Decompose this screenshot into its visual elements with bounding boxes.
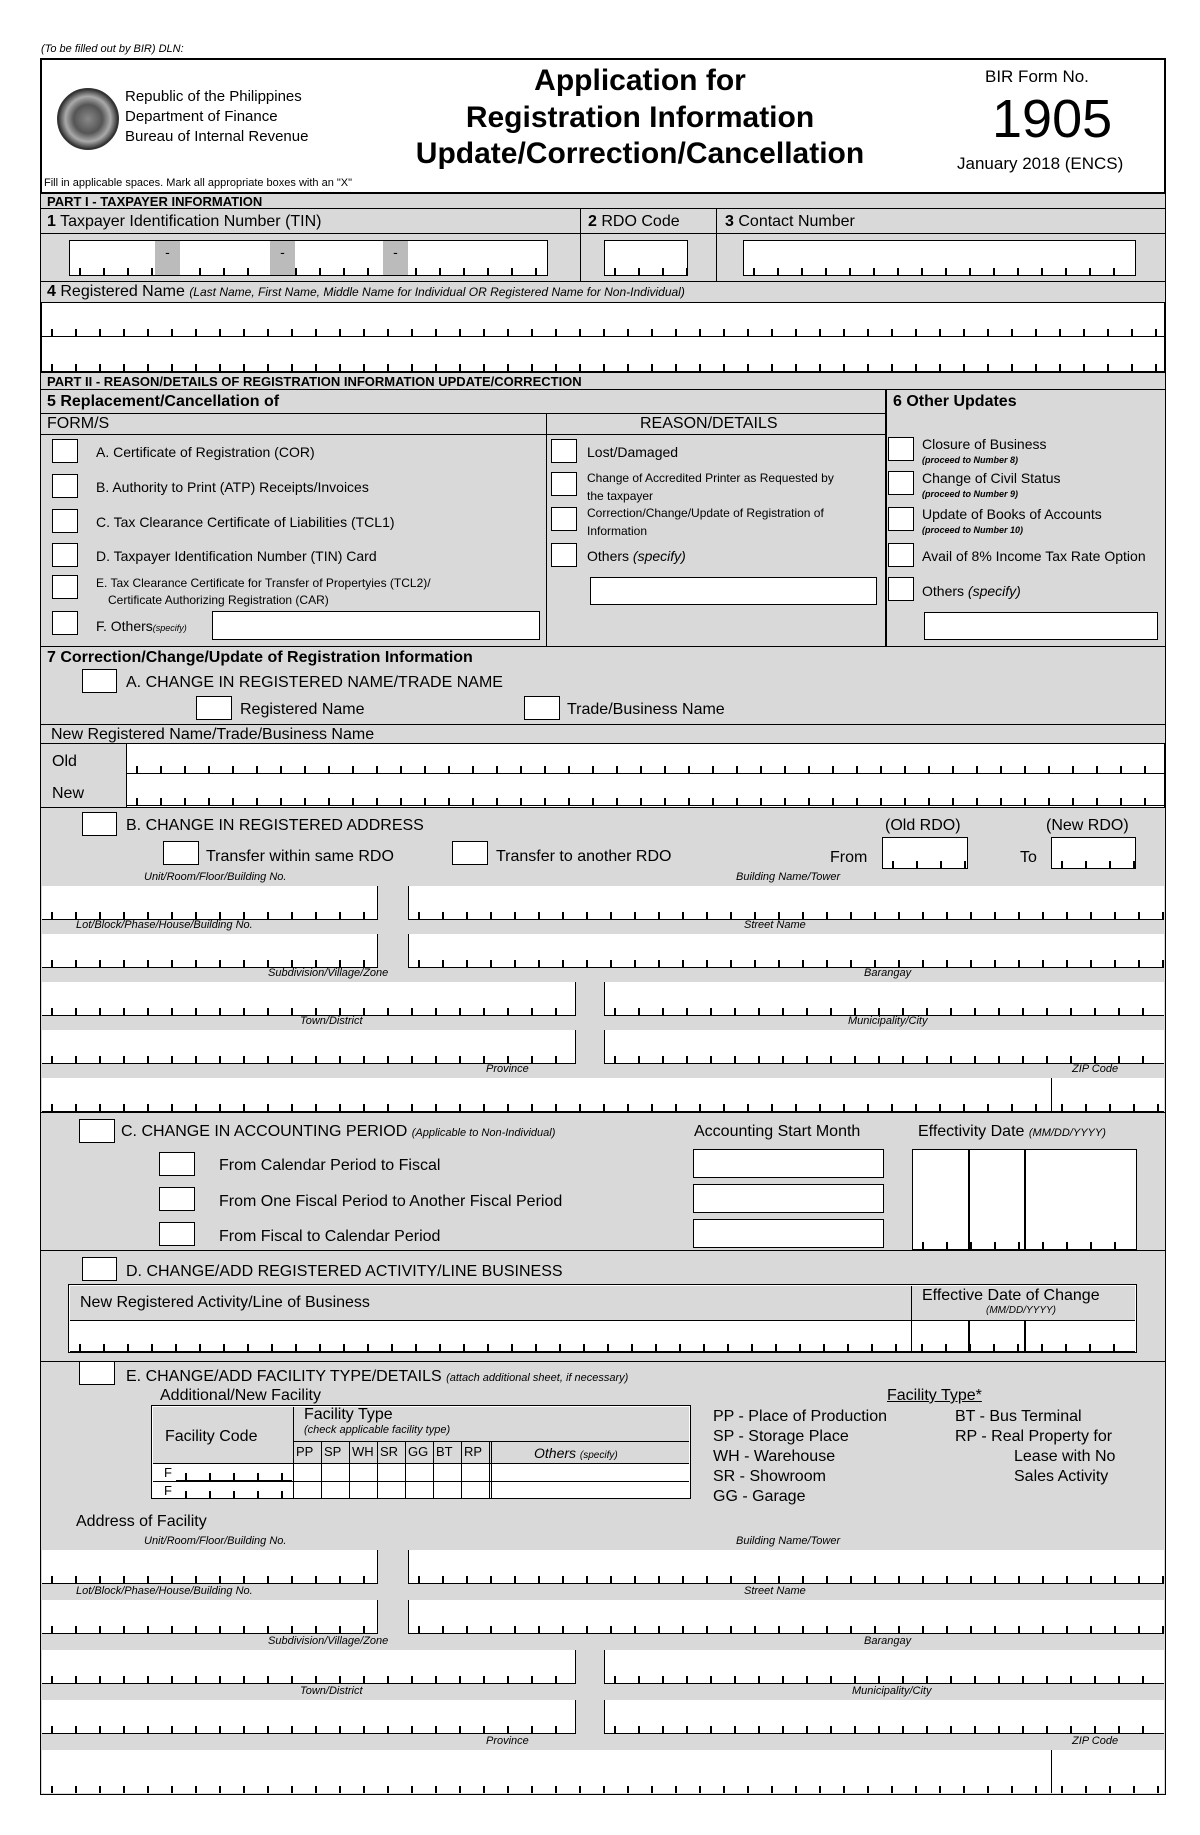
fiscal-to-fiscal-checkbox[interactable] [159, 1187, 195, 1211]
tcl1-checkbox[interactable] [52, 509, 78, 533]
form-title-2: Registration Information [465, 101, 815, 134]
cal-to-fiscal-label: From Calendar Period to Fiscal [219, 1157, 441, 1174]
barangay-input[interactable] [604, 982, 1164, 1016]
closure-note: (proceed to Number 8) [922, 455, 1019, 465]
facility-col-rp: RP [464, 1444, 483, 1459]
legend-gg: GG - Garage [713, 1488, 806, 1505]
reason-others-input[interactable] [590, 577, 877, 605]
legend-rp-2: Lease with No [1014, 1448, 1116, 1465]
rdo-label: RDO Code [601, 213, 680, 230]
subdivision-input[interactable] [42, 982, 576, 1016]
change-name-label: A. CHANGE IN REGISTERED NAME/TRADE NAME [126, 674, 503, 691]
civil-status-checkbox[interactable] [888, 471, 914, 495]
tin-label: Taxpayer Identification Number (TIN) [60, 213, 322, 230]
lot-caption: Lot/Block/Phase/House/Building No. [76, 919, 253, 931]
fac-muni-caption: Municipality/City [852, 1685, 932, 1697]
facility-type-cell-wh[interactable] [350, 1464, 376, 1480]
reason-others-label: Others [587, 548, 630, 564]
facility-type-cell-rp[interactable] [462, 1482, 488, 1498]
municipality-input[interactable] [604, 1030, 1164, 1064]
tin-dash-1: - [155, 241, 180, 275]
prov-caption: Province [486, 1063, 529, 1075]
facility-type-cell-bt[interactable] [434, 1482, 460, 1498]
fac-lot-input[interactable] [42, 1600, 378, 1634]
fac-prov-caption: Province [486, 1735, 529, 1747]
fac-province-input[interactable] [42, 1750, 1052, 1793]
facility-legend-title: Facility Type* [887, 1387, 982, 1404]
tin-dash-2: - [270, 241, 295, 275]
agency-line-2: Department of Finance [125, 108, 278, 125]
start-month-input-2[interactable] [693, 1184, 884, 1213]
form-others-input[interactable] [212, 611, 540, 640]
books-note: (proceed to Number 10) [922, 525, 1024, 535]
fiscal-to-cal-label: From Fiscal to Calendar Period [219, 1228, 441, 1245]
new-name-header: New Registered Name/Trade/Business Name [51, 726, 375, 743]
atp-checkbox[interactable] [52, 474, 78, 498]
fac-subd-caption: Subdivision/Village/Zone [268, 1635, 389, 1647]
town-caption: Town/District [300, 1015, 363, 1027]
reason-printer-2: the taxpayer [587, 489, 654, 503]
facility-type-cell-sr[interactable] [378, 1464, 404, 1480]
facility-type-header: Facility Type [304, 1406, 393, 1423]
facility-f-2: F [164, 1483, 172, 1498]
zip-caption: ZIP Code [1072, 1063, 1119, 1075]
transfer-other-rdo-label: Transfer to another RDO [496, 848, 672, 865]
facility-type-cell-sr[interactable] [378, 1482, 404, 1498]
legend-rp: RP - Real Property for [955, 1428, 1113, 1445]
fac-town-caption: Town/District [300, 1685, 363, 1697]
legend-sp: SP - Storage Place [713, 1428, 849, 1445]
facility-type-cell-sp[interactable] [322, 1464, 348, 1480]
reason-printer-1: Change of Accredited Printer as Requested by [587, 471, 834, 485]
s6-title: 6 Other Updates [893, 393, 1017, 410]
activity-checkbox[interactable] [82, 1257, 117, 1281]
effective-date-format: (MM/DD/YYYY) [986, 1305, 1056, 1316]
contact-label: Contact Number [738, 213, 855, 230]
form-a-label: A. Certificate of Registration (COR) [96, 444, 315, 460]
form-d-label: D. Taxpayer Identification Number (TIN) Card [96, 548, 377, 564]
accounting-period-checkbox[interactable] [79, 1119, 115, 1143]
fac-lot-caption: Lot/Block/Phase/House/Building No. [76, 1585, 253, 1597]
unit-input[interactable] [42, 886, 378, 920]
rdo-code-input[interactable] [604, 240, 688, 276]
updates-others-checkbox[interactable] [888, 577, 914, 601]
new-rdo-label: (New RDO) [1046, 817, 1129, 834]
form-number: 1905 [992, 89, 1113, 149]
old-name-input[interactable] [127, 744, 1164, 774]
fiscal-to-fiscal-label: From One Fiscal Period to Another Fiscal Period [219, 1193, 563, 1210]
books-label: Update of Books of Accounts [922, 506, 1102, 522]
fac-brgy-caption: Barangay [864, 1635, 912, 1647]
street-input[interactable] [408, 934, 1164, 968]
updates-others-label: Others [922, 583, 965, 599]
reason-others-checkbox[interactable] [551, 543, 577, 567]
to-label: To [1020, 849, 1037, 866]
facility-checkbox[interactable] [79, 1361, 115, 1385]
fac-unit-input[interactable] [42, 1550, 378, 1584]
street-caption: Street Name [744, 919, 806, 931]
cor-checkbox[interactable] [52, 439, 78, 463]
closure-label: Closure of Business [922, 436, 1047, 452]
form-e-label-2: Certificate Authorizing Registration (CAR) [108, 593, 329, 607]
change-name-checkbox[interactable] [82, 669, 117, 693]
eight-percent-label: Avail of 8% Income Tax Rate Option [922, 548, 1146, 564]
facility-type-cell-gg[interactable] [406, 1464, 432, 1480]
fac-municipality-input[interactable] [604, 1700, 1164, 1734]
facility-type-cell-wh[interactable] [350, 1482, 376, 1498]
form-b-label: B. Authority to Print (ATP) Receipts/Invoices [96, 479, 369, 495]
accounting-start-label: Accounting Start Month [694, 1123, 861, 1140]
transfer-other-rdo-checkbox[interactable] [452, 841, 488, 865]
fac-unit-caption: Unit/Room/Floor/Building No. [144, 1535, 287, 1547]
facility-type-cell-pp[interactable] [294, 1464, 320, 1480]
facility-col-sr: SR [380, 1444, 399, 1459]
lot-input[interactable] [42, 934, 378, 968]
facility-type-cell-gg[interactable] [406, 1482, 432, 1498]
change-address-checkbox[interactable] [82, 812, 117, 836]
start-month-input-1[interactable] [693, 1149, 884, 1178]
part1-title: PART I - TAXPAYER INFORMATION [47, 194, 263, 209]
form-c-label: C. Tax Clearance Certificate of Liabilities (TCL1) [96, 514, 395, 530]
new-activity-input[interactable] [70, 1321, 911, 1352]
form-e-label-1: E. Tax Clearance Certificate for Transfer of Propertyies (TCL2)/ [96, 576, 431, 590]
books-checkbox[interactable] [888, 507, 914, 531]
reason-header: REASON/DETAILS [640, 415, 778, 432]
start-month-input-3[interactable] [693, 1219, 884, 1248]
fac-zip-caption: ZIP Code [1072, 1735, 1119, 1747]
registered-name-note: (Last Name, First Name, Middle Name for Individual OR Registered Name for Non-Individual) [189, 285, 685, 299]
form-title-1: Application for [534, 64, 746, 97]
reason-correction-1: Correction/Change/Update of Registration of [587, 506, 824, 520]
transfer-same-rdo-checkbox[interactable] [163, 841, 199, 865]
facility-code-input-1[interactable] [176, 1464, 292, 1481]
facility-col-wh: WH [352, 1444, 374, 1459]
effective-date-change-label: Effective Date of Change [922, 1287, 1100, 1304]
province-input[interactable] [42, 1078, 1052, 1112]
fac-subdivision-input[interactable] [42, 1650, 576, 1684]
legend-rp-3: Sales Activity [1014, 1468, 1109, 1485]
new-name-input[interactable] [127, 775, 1164, 806]
brgy-caption: Barangay [864, 967, 912, 979]
registered-name-checkbox[interactable] [196, 696, 232, 720]
civil-status-note: (proceed to Number 9) [922, 489, 1019, 499]
fac-street-caption: Street Name [744, 1585, 806, 1597]
facility-col-pp: PP [296, 1444, 314, 1459]
from-label: From [830, 849, 868, 866]
facility-type-note: (check applicable facility type) [304, 1424, 451, 1436]
legend-bt: BT - Bus Terminal [955, 1408, 1082, 1425]
bir-seal-logo [57, 88, 119, 150]
instruction: Fill in applicable spaces. Mark all appropriate boxes with an "X" [44, 177, 353, 189]
trade-name-checkbox[interactable] [524, 696, 560, 720]
change-address-label: B. CHANGE IN REGISTERED ADDRESS [126, 817, 424, 834]
s5-title: 5 Replacement/Cancellation of [47, 393, 280, 410]
accounting-period-label: C. CHANGE IN ACCOUNTING PERIOD [121, 1123, 408, 1140]
fac-zip-input[interactable] [1052, 1750, 1164, 1793]
registered-name-label: Registered Name [60, 283, 185, 300]
facility-code-header: Facility Code [165, 1428, 258, 1445]
activity-label: D. CHANGE/ADD REGISTERED ACTIVITY/LINE BUSINESS [126, 1263, 563, 1280]
trade-name-opt: Trade/Business Name [567, 701, 725, 718]
form-label: BIR Form No. [985, 67, 1089, 86]
new-rdo-input[interactable] [1051, 837, 1136, 869]
fac-street-input[interactable] [408, 1600, 1164, 1634]
form-others-checkbox[interactable] [52, 611, 78, 635]
change-printer-checkbox[interactable] [551, 472, 577, 496]
fiscal-to-cal-checkbox[interactable] [159, 1222, 195, 1246]
lost-damaged-checkbox[interactable] [551, 439, 577, 463]
facility-type-cell-sp[interactable] [322, 1482, 348, 1498]
legend-wh: WH - Warehouse [713, 1448, 836, 1465]
fac-barangay-input[interactable] [604, 1650, 1164, 1684]
contact-number-input[interactable] [743, 240, 1136, 276]
legend-pp: PP - Place of Production [713, 1408, 888, 1425]
correction-info-checkbox[interactable] [551, 507, 577, 531]
agency-line-3: Bureau of Internal Revenue [125, 128, 309, 145]
forms-header: FORM/S [47, 415, 110, 432]
old-rdo-input[interactable] [882, 837, 968, 869]
facility-col-gg: GG [408, 1444, 429, 1459]
old-label: Old [52, 753, 77, 770]
zip-input[interactable] [1052, 1078, 1164, 1112]
form-date: January 2018 (ENCS) [957, 154, 1124, 173]
facility-type-cell-pp[interactable] [294, 1482, 320, 1498]
bldg-caption: Building Name/Tower [736, 871, 841, 883]
town-input[interactable] [42, 1030, 576, 1064]
unit-caption: Unit/Room/Floor/Building No. [144, 871, 287, 883]
registered-name-opt: Registered Name [240, 701, 365, 718]
reason-lost-label: Lost/Damaged [587, 444, 679, 460]
legend-sr: SR - Showroom [713, 1468, 826, 1485]
tin-dash-3: - [383, 241, 408, 275]
subd-caption: Subdivision/Village/Zone [268, 967, 389, 979]
civil-status-label: Change of Civil Status [922, 470, 1061, 486]
building-input[interactable] [408, 886, 1164, 920]
registered-name-input-2[interactable] [42, 338, 1164, 372]
additional-facility-label: Additional/New Facility [160, 1387, 321, 1404]
registered-name-input-1[interactable] [42, 303, 1164, 337]
new-label: New [52, 785, 85, 802]
old-rdo-label: (Old RDO) [885, 817, 961, 834]
cal-to-fiscal-checkbox[interactable] [159, 1152, 195, 1176]
updates-others-input[interactable] [924, 612, 1158, 640]
facility-label: E. CHANGE/ADD FACILITY TYPE/DETAILS [126, 1368, 442, 1385]
tin-card-checkbox[interactable] [52, 543, 78, 567]
facility-col-sp: SP [324, 1444, 342, 1459]
tin-input[interactable] [69, 240, 548, 276]
s7-title: 7 Correction/Change/Update of Registration Information [47, 649, 473, 666]
effectivity-date-label: Effectivity Date [918, 1123, 1025, 1140]
tcl2-car-checkbox[interactable] [52, 575, 78, 599]
activity-new-label: New Registered Activity/Line of Business [80, 1294, 370, 1311]
eight-percent-checkbox[interactable] [888, 543, 914, 567]
muni-caption: Municipality/City [848, 1015, 928, 1027]
transfer-same-rdo-label: Transfer within same RDO [206, 848, 394, 865]
dln-note: (To be filled out by BIR) DLN: [41, 43, 184, 55]
facility-others-header: Others [534, 1445, 577, 1461]
facility-code-input-2[interactable] [176, 1482, 292, 1498]
facility-col-bt: BT [436, 1444, 453, 1459]
fac-building-input[interactable] [408, 1550, 1164, 1584]
facility-col-divider [489, 1441, 490, 1498]
agency-line-1: Republic of the Philippines [125, 88, 302, 105]
facility-f-1: F [164, 1465, 172, 1480]
fac-bldg-caption: Building Name/Tower [736, 1535, 841, 1547]
closure-checkbox[interactable] [888, 437, 914, 461]
fac-town-input[interactable] [42, 1700, 576, 1734]
part2-title: PART II - REASON/DETAILS OF REGISTRATION INFORMATION UPDATE/CORRECTION [47, 374, 582, 389]
facility-type-cell-rp[interactable] [462, 1464, 488, 1480]
address-facility-label: Address of Facility [76, 1513, 207, 1530]
form-f-label: F. Others [96, 618, 153, 634]
form-title-3: Update/Correction/Cancellation [415, 137, 865, 170]
reason-correction-2: Information [587, 524, 648, 538]
facility-type-cell-bt[interactable] [434, 1464, 460, 1480]
